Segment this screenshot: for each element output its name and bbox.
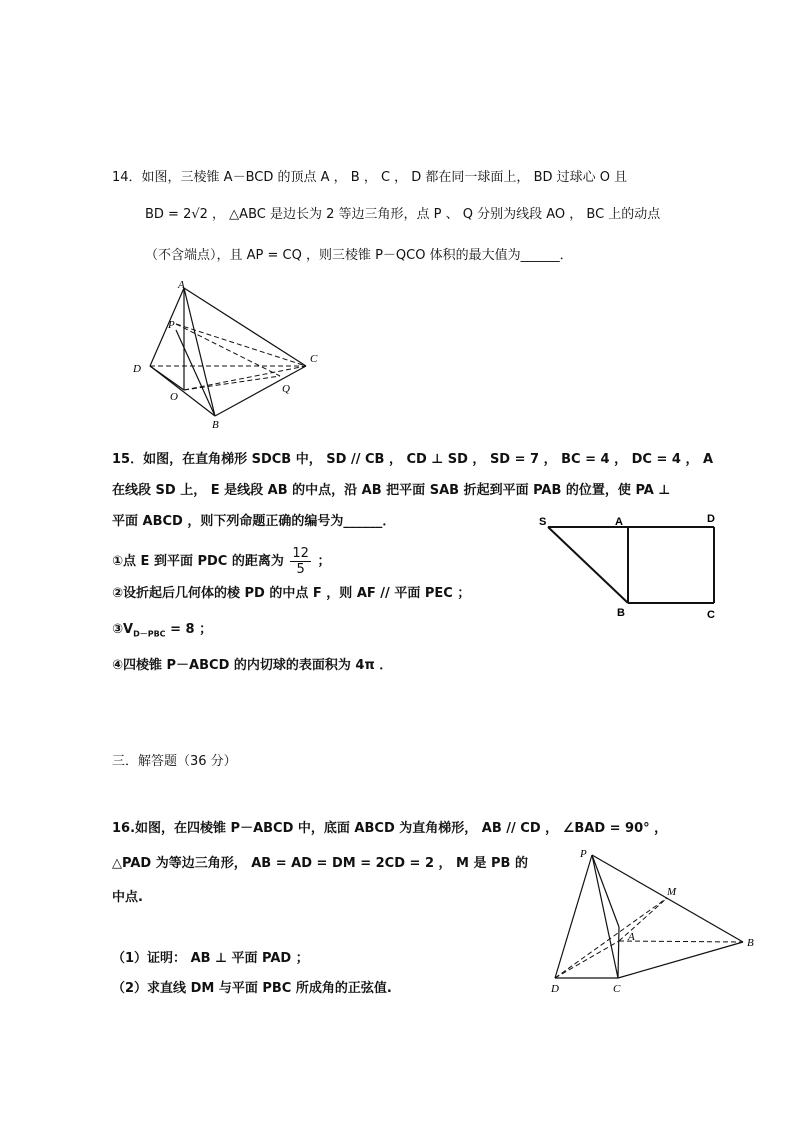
q16-label-C: C: [613, 983, 621, 995]
q14-figure: [130, 280, 330, 430]
q15-option-1: [112, 546, 330, 577]
q15-option-2: ②设折起后几何体的棱 PD 的中点 F ，则 AF // 平面 PEC ；: [112, 586, 471, 601]
q16-label-M: M: [667, 886, 677, 898]
q15-option-1-end: ；: [317, 554, 331, 569]
q16-label-D: D: [551, 983, 559, 995]
q15-option-1-text: ①点 E 到平面 PDC 的距离为: [112, 554, 284, 569]
q15-label-B: B: [617, 607, 625, 619]
q15-fraction-denominator: 5: [296, 562, 305, 577]
q14-label-A: A: [178, 279, 185, 291]
q15-figure: [536, 510, 736, 620]
q15-label-D: D: [707, 513, 715, 525]
q15-label-A: A: [615, 516, 623, 528]
q15-option-3: [112, 618, 212, 640]
q14-label-P: P: [168, 319, 175, 331]
q15-option-3-subscript: D－PBC: [133, 629, 166, 639]
q14-label-B: B: [212, 419, 219, 431]
q15-fraction: [290, 546, 311, 577]
q15-line1: 15．如图，在直角梯形 SDCB 中， SD // CB ， CD ⊥ SD ， SD = 7 ， BC = 4 ， DC = 4 ， A: [112, 452, 714, 467]
q16-label-A: A: [628, 931, 635, 943]
q14-label-O: O: [170, 391, 178, 403]
q15-label-C: C: [707, 609, 715, 621]
q16-part2: （2）求直线 DM 与平面 PBC 所成角的正弦值.: [112, 981, 392, 996]
q15-label-S: S: [539, 516, 547, 528]
q16-line1: 16.如图，在四棱锥 P－ABCD 中，底面 ABCD 为直角梯形， AB // CD ， ∠BAD = 90° ，: [112, 821, 668, 836]
q14-label-D: D: [133, 363, 141, 375]
q15-line2: 在线段 SD 上， E 是线段 AB 的中点，沿 AB 把平面 SAB 折起到平面 PAB 的位置，使 PA ⊥: [112, 483, 671, 498]
q14-line3: （不含端点），且 AP = CQ ，则三棱锥 P－QCO 体积的最大值为______．: [145, 248, 573, 263]
q16-label-P: P: [580, 848, 587, 860]
q16-line3: 中点.: [112, 890, 143, 905]
q15-option-3-end: = 8 ；: [165, 622, 213, 637]
q15-line3: 平面 ABCD ，则下列命题正确的编号为______．: [112, 514, 396, 529]
q16-line2: △PAD 为等边三角形， AB = AD = DM = 2CD = 2 ， M 是 PB 的: [112, 856, 528, 871]
q15-fraction-numerator: 12: [292, 546, 309, 561]
q14-line2: BD = 2√2 ， △ABC 是边长为 2 等边三角形，点 P 、 Q 分别为线段 AO ， BC 上的动点: [145, 207, 661, 222]
q15-option-3-text: ③V: [112, 622, 134, 637]
q16-label-B: B: [747, 937, 754, 949]
q14-line1: 14．如图，三棱锥 A－BCD 的顶点 A ， B ， C ， D 都在同一球面上， BD 过球心 O 且: [112, 170, 628, 185]
q14-label-Q: Q: [282, 383, 290, 395]
q16-part1: （1）证明： AB ⊥ 平面 PAD ；: [112, 951, 309, 966]
q15-option-4: ④四棱锥 P－ABCD 的内切球的表面积为 4π ．: [112, 658, 393, 673]
section3-title: 三．解答题（36 分）: [112, 754, 237, 769]
q16-figure: [546, 845, 766, 995]
q14-label-C: C: [310, 353, 318, 365]
